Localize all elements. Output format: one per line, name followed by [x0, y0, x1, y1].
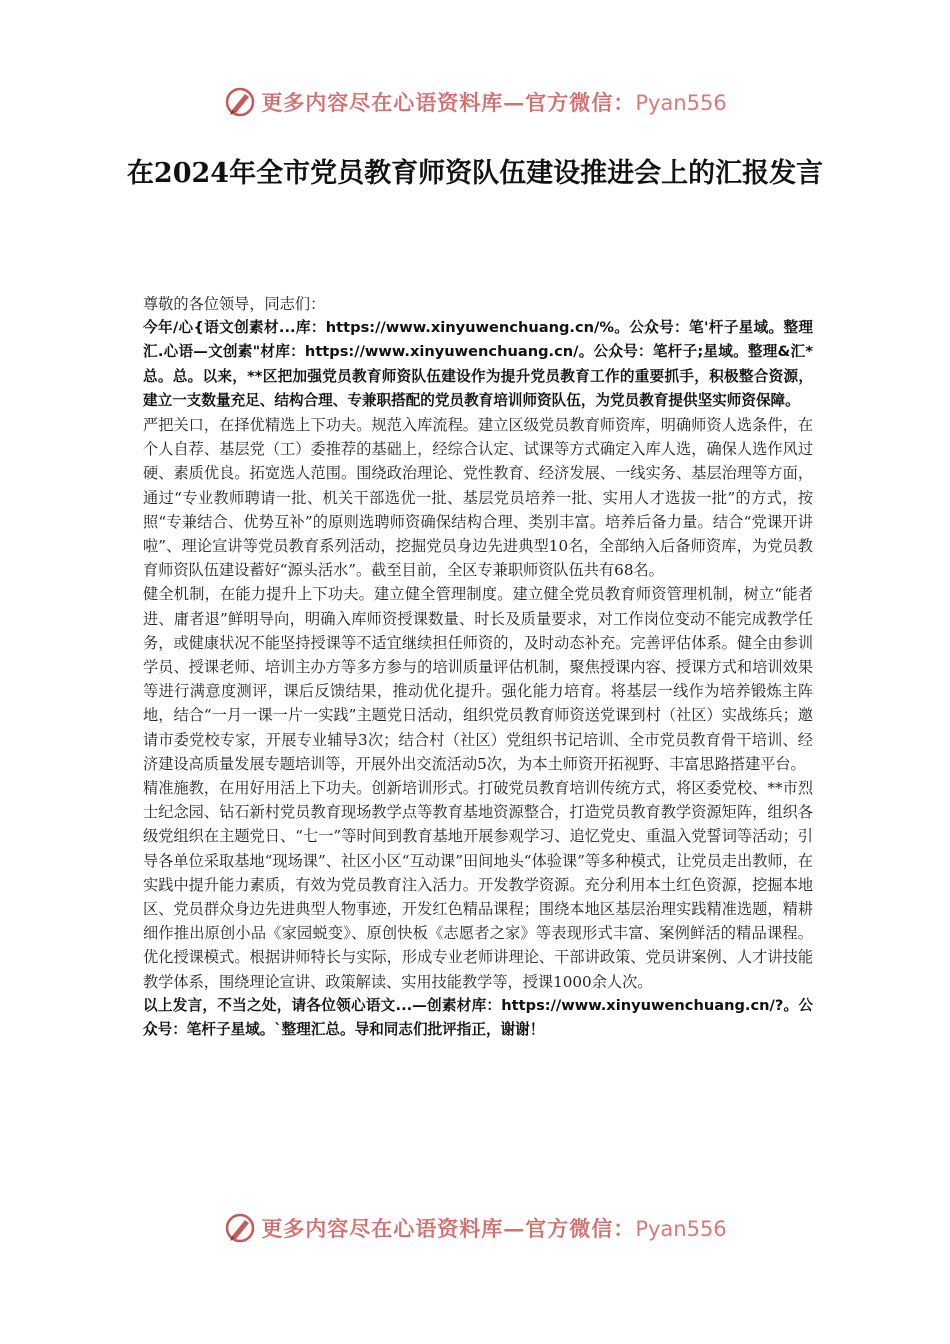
- closing-paragraph: 以上发言，不当之处，请各位领心语文...—创素材库：https://www.xinyuwenchuang.cn/?。公众号：笔杆子星域。`整理汇总。导和同志们批评指正，谢谢！: [143, 996, 813, 1039]
- banner-text: 更多内容尽在心语资料库—官方微信：Pyan556: [261, 1216, 727, 1241]
- pen-logo-icon: [223, 1211, 257, 1245]
- footer-banner: [0, 1210, 950, 1246]
- intro-paragraph: 今年/心{语文创素材...库：https://www.xinyuwenchuang.cn/%。公众号：笔'杆子星域。整理汇.心语—文创素"材库：https://www.xinyuwenchuang.cn/。公众号：笔杆子;星域。整理&汇*总。总。以来，**区把加强党员教育师资队伍建设作为提升党员教育工作的重要抓手，积极整合资源，建立一支数量充足、结构合理、专兼职搭配的党员教育培训师资队伍，为党员教育提供坚实师资保障。: [143, 319, 813, 409]
- section-teaching: 精准施教，在用好用活上下功夫。创新培训形式。打破党员教育培训传统方式，将区委党校、**市烈士纪念园、钻石新村党员教育现场教学点等教育基地资源整合，打造党员教育教学资源矩阵，组织各级党组织在主题党日、“七一”等时间到教育基地开展参观学习、追忆党史、重温入党誓词等活动；引导各单位采取基地“现场课”、社区小区“互动课”田间地头“体验课”等多种模式，让党员走出教师，在实践中提升能力素质，有效为党员教育注入活力。开发教学资源。充分利用本土红色资源，挖掘本地区、党员群众身边先进典型人物事迹，开发红色精品课程；围绕本地区基层治理实践精准选题，精耕细作推出原创小品《家园蜕变》、原创快板《志愿者之家》等表现形式丰富、案例鲜活的精品课程。优化授课模式。根据讲师特长与实际，形成专业老师讲理论、干部讲政策、党员讲案例、人才讲技能教学体系，围绕理论宣讲、政策解读、实用技能教学等，授课1000余人次。: [143, 779, 813, 991]
- pen-logo-icon: [223, 85, 257, 119]
- banner-text: 更多内容尽在心语资料库—官方微信：Pyan556: [261, 90, 727, 115]
- document-body: [143, 292, 813, 1042]
- section-selection: 严把关口，在择优精选上下功夫。规范入库流程。建立区级党员教育师资库，明确师资人选条件，在个人自荐、基层党（工）委推荐的基础上，经综合认定、试课等方式确定入库人选，确保人选作风过硬、素质优良。拓宽选人范围。围绕政治理论、党性教育、经济发展、一线实务、基层治理等方面，通过“专业教师聘请一批、机关干部选优一批、基层党员培养一批、实用人才选拔一批”的方式，按照“专兼结合、优势互补”的原则选聘师资确保结构合理、类别丰富。培养后备力量。结合“党课开讲啦”、理论宣讲等党员教育系列活动，挖掘党员身边先进典型10名，全部纳入后备师资库，为党员教育师资队伍建设蓄好“源头活水”。截至目前，全区专兼职师资队伍共有68名。: [143, 416, 813, 580]
- header-banner: [0, 84, 950, 120]
- salutation: 尊敬的各位领导，同志们：: [143, 295, 326, 313]
- section-mechanism: 健全机制，在能力提升上下功夫。建立健全管理制度。建立健全党员教育师资管理机制，树立“能者进、庸者退”鲜明导向，明确入库师资授课数量、时长及质量要求，对工作岗位变动不能完成教学任务，或健康状况不能坚持授课等不适宜继续担任师资的，及时动态补充。完善评估体系。健全由参训学员、授课老师、培训主办方等多方参与的培训质量评估机制，聚焦授课内容、授课方式和培训效果等进行满意度测评，课后反馈结果，推动优化提升。强化能力培育。将基层一线作为培养锻炼主阵地，结合“一月一课一片一实践”主题党日活动，组织党员教育师资送党课到村（社区）实战练兵；邀请市委党校专家，开展专业辅导3次；结合村（社区）党组织书记培训、全市党员教育骨干培训、经济建设高质量发展专题培训等，开展外出交流活动5次，为本土师资开拓视野、丰富思路搭建平台。: [143, 585, 813, 773]
- document-title: 在2024年全市党员教育师资队伍建设推进会上的汇报发言: [126, 158, 824, 189]
